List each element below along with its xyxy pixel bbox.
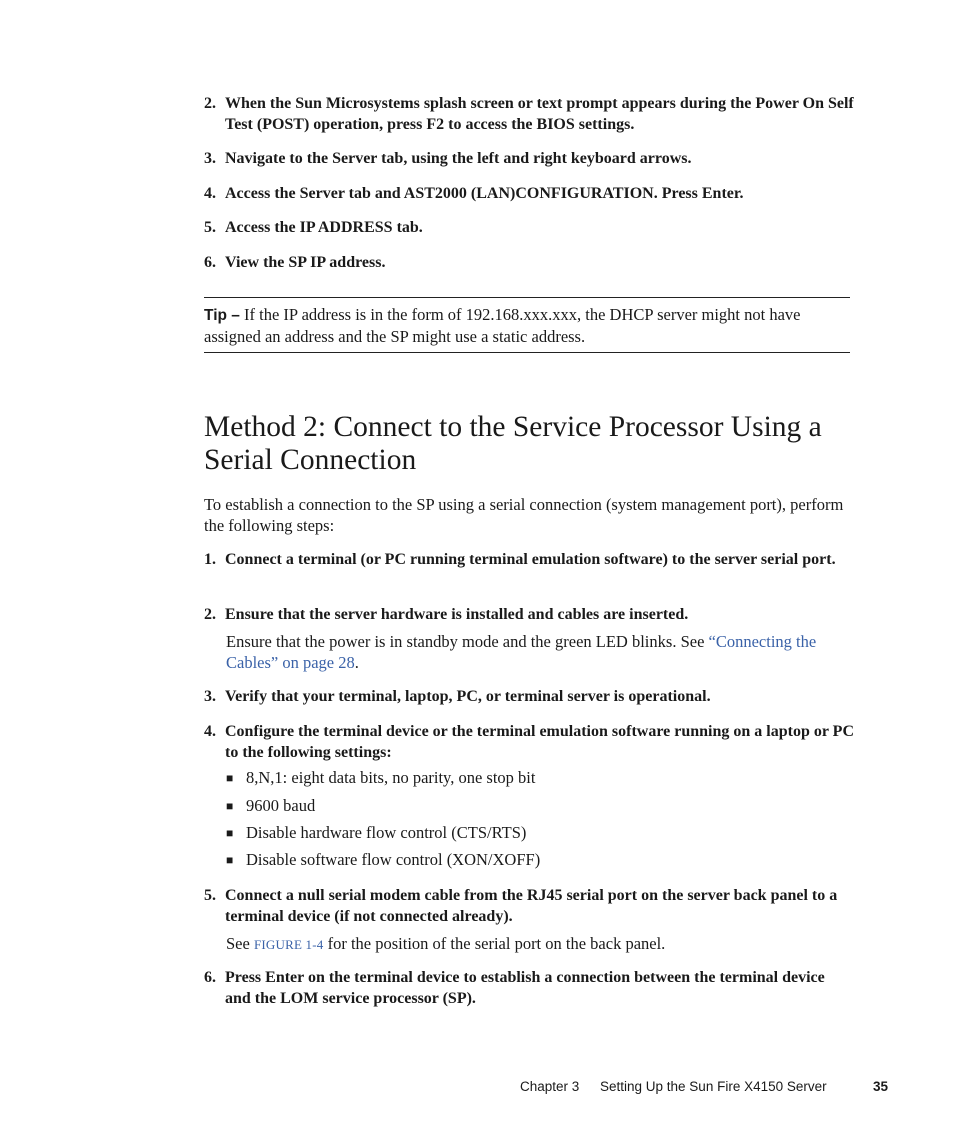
step-5-note [226, 933, 846, 955]
setting-text: 8,N,1: eight data bits, no parity, one stop bit [246, 768, 536, 787]
step-5-note-prefix: See [226, 934, 250, 953]
step-number: 2. [204, 95, 216, 112]
step-number: 3. [204, 150, 216, 167]
step-text: Verify that your terminal, laptop, PC, or terminal server is operational. [225, 688, 711, 705]
tip-label: Tip – [204, 307, 240, 324]
section-intro: To establish a connection to the SP using a serial connection (system management port), perform the following steps: [204, 495, 844, 535]
tip-top-rule [204, 297, 850, 298]
step-6-press-enter [204, 967, 854, 1009]
step-2-note-text: Ensure that the power is in standby mode and the green LED blinks. See [226, 632, 705, 651]
tip-bottom-rule [204, 352, 850, 353]
setting-text: Disable software flow control (XON/XOFF) [246, 850, 541, 869]
step-text: Ensure that the server hardware is installed and cables are inserted. [225, 606, 689, 623]
settings-list-item [226, 823, 526, 843]
step-number: 1. [204, 551, 216, 568]
figure-1-4-link[interactable]: FIGURE 1-4 [253, 937, 324, 952]
step-2-bios [204, 93, 854, 135]
step-1-connect-terminal [204, 549, 854, 570]
step-2-note [226, 631, 846, 673]
step-text: Navigate to the Server tab, using the left and right keyboard arrows. [225, 150, 692, 167]
footer-page-number: 35 [873, 1079, 889, 1094]
step-4-configure-terminal [204, 721, 854, 763]
bullet-icon: ■ [226, 771, 234, 785]
step-number: 3. [204, 688, 216, 705]
step-number: 6. [204, 969, 216, 986]
step-5-ip-address-tab [204, 217, 854, 238]
step-5-null-modem-cable [204, 885, 854, 927]
step-number: 2. [204, 606, 216, 623]
settings-list-item [226, 768, 535, 788]
step-text: View the SP IP address. [225, 254, 386, 271]
step-text: Connect a terminal (or PC running terminal emulation software) to the server serial port. [225, 551, 836, 568]
settings-list-item [226, 850, 540, 870]
bullet-icon: ■ [226, 799, 234, 813]
step-text: When the Sun Microsystems splash screen or text prompt appears during the Power On Self Test (POST) operation, press F2 to access the BIOS settings. [225, 95, 854, 133]
step-number: 5. [204, 219, 216, 236]
step-6-view-sp-ip [204, 252, 854, 273]
connecting-cables-link[interactable]: “Connecting the Cables” on page 28 [226, 632, 817, 672]
step-text: Access the Server tab and AST2000 (LAN)CONFIGURATION. Press Enter. [225, 185, 744, 202]
step-3-verify-terminal [204, 686, 854, 707]
settings-list-item [226, 796, 315, 816]
tip-text: If the IP address is in the form of 192.168.xxx.xxx, the DHCP server might not have assigned an address and the SP might use a static address. [204, 305, 801, 346]
footer-title: Setting Up the Sun Fire X4150 Server [600, 1079, 827, 1094]
step-number: 4. [204, 723, 216, 740]
step-2-ensure-hardware [204, 604, 854, 625]
step-number: 5. [204, 887, 216, 904]
step-number: 6. [204, 254, 216, 271]
step-text: Configure the terminal device or the terminal emulation software running on a laptop or PC to the following settings: [225, 723, 854, 761]
setting-text: Disable hardware flow control (CTS/RTS) [246, 823, 527, 842]
section-heading: Method 2: Connect to the Service Processor Using a Serial Connection [204, 411, 822, 476]
step-2-note-end: . [354, 653, 359, 672]
footer-chapter: Chapter 3 [520, 1079, 580, 1094]
step-number: 4. [204, 185, 216, 202]
bullet-icon: ■ [226, 826, 234, 840]
step-text: Access the IP ADDRESS tab. [225, 219, 423, 236]
step-5-note-suffix: for the position of the serial port on the back panel. [327, 934, 666, 953]
step-text: Press Enter on the terminal device to establish a connection between the terminal device and the LOM service processor (SP). [225, 969, 825, 1007]
tip-note [204, 304, 854, 347]
setting-text: 9600 baud [246, 796, 316, 815]
step-4-access-server-tab [204, 183, 854, 204]
bullet-icon: ■ [226, 853, 234, 867]
step-3-navigate [204, 148, 854, 169]
step-text: Connect a null serial modem cable from the RJ45 serial port on the server back panel to a terminal device (if not connected already). [225, 887, 838, 925]
